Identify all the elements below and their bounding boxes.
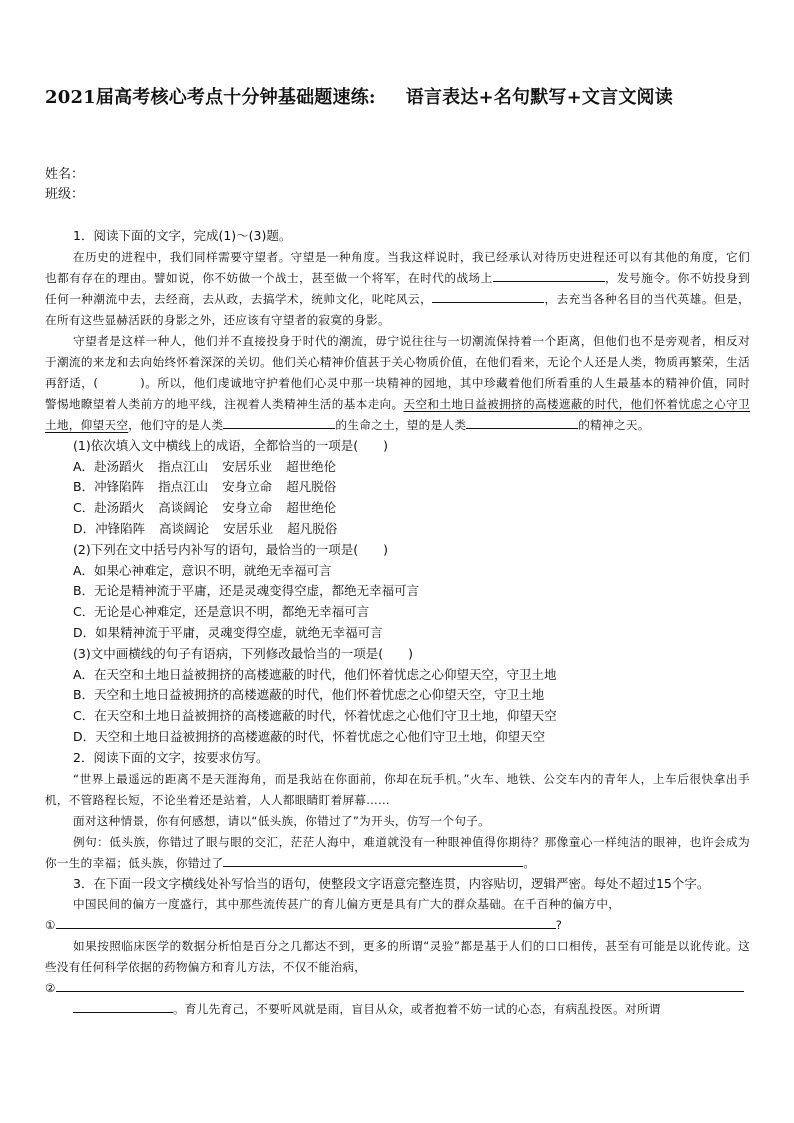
sub-1-option-b: B．冲锋陷阵 指点江山 安身立命 超凡脱俗: [73, 479, 337, 495]
question-1-sub-2: (2)下列在文中括号内补写的语句，最恰当的一项是( ): [73, 541, 388, 557]
sub-2-option-b: B．无论是精神流于平庸，还是灵魂变得空虚，都绝无幸福可言: [73, 583, 420, 599]
document-body: [45, 226, 750, 1020]
question-3-passage-p2: 如果按照临床医学的数据分析怕是百分之几都达不到，更多的所谓“灵验”都是基于人们的口口相传，甚至有可能是以讹传讹。这些没有任何科学依据的药物偏方和育儿方法，不仅不能治病，: [45, 939, 750, 975]
question-2-prompt: 面对这种情景，你有何感想，请以“低头族，你错过了”为开头，仿写一个句子。: [73, 813, 491, 828]
underlined-sentence: 天空和土地日益被拥挤的高楼遮蔽的时代，他们怀着忧虑之心守卫土地，仰望天空: [45, 396, 750, 432]
sub-1-option-c: C．赴汤蹈火 高谈阔论 安身立命 超世绝伦: [73, 500, 337, 516]
answer-line: [223, 853, 523, 867]
question-2-quote: “世界上最遥远的距离不是天涯海角，而是我站在你面前，你却在玩手机。”火车、地铁、公交车内的青年人，上车后很快拿出手机，不管路程长短，不论坐着还是站着，人人都眼睛盯着屏幕……: [45, 771, 750, 807]
sub-2-options: [45, 561, 750, 644]
sub-1-options: [45, 457, 750, 540]
sub-3-option-b: B．天空和土地日益被拥挤的高楼遮蔽的时代，他们怀着忧虑之心仰望天空，守卫土地: [73, 687, 545, 703]
question-3-passage-p3: 。育儿先育己，不要听风就是雨，盲目从众，或者抱着不妨一试的心态，有病乱投医。对所谓: [45, 999, 750, 1020]
sub-3-option-a: A．在天空和土地日益被拥挤的高楼遮蔽的时代，他们怀着忧虑之心仰望天空，守卫土地: [73, 666, 557, 682]
class-label: 班级：: [45, 187, 85, 202]
question-2-stem: 2．阅读下面的文字，按要求仿写。: [73, 749, 269, 765]
blank-line: [493, 268, 605, 282]
document-title: [45, 72, 757, 124]
question-1-passage-p2: 守望者是这样一种人，他们并不直接投身于时代的潮流，毋宁说往往与一切潮流保持着一个距离，但他们也不是旁观者，相反对于潮流的来龙和去向始终怀着深深的关切。他们关心精神价值甚于关心物质价值，在他们看来，无论个人还是人类，物质再繁荣，生活再舒适，( )。所以，他们虔诚地守护着他们心灵中那一块精神的园地，其中珍藏着他们所看重的人生最基本的精神价值，同时警惕地瞭望着人类前方的地平线，注视着人类精神生活的基本走向。天空和土地日益被拥挤的高楼遮蔽的时代，他们怀着忧虑之心守卫土地，仰望天空，他们守的是人类 的生命之土，望的是人类 的精神之天。: [45, 333, 751, 432]
question-1-stem: 1．阅读下面的文字，完成(1)～(3)题。: [73, 228, 292, 243]
question-2-example: 例句：低头族，你错过了眼与眼的交汇，茫茫人海中，难道就没有一种眼神值得你期待？那像童心一样纯洁的眼神，也许会成为你一生的幸福；低头族，你错过了 。: [45, 834, 750, 870]
sub-2-option-d: D．如果精神流于平庸，灵魂变得空虚，就绝无幸福可言: [73, 624, 383, 640]
question-1-sub-3: (3)文中画横线的句子有语病，下列修改最恰当的一项是( ): [73, 645, 413, 661]
blank-line: [223, 415, 335, 429]
sub-1-option-a: A．赴汤蹈火 指点江山 安居乐业 超世绝伦: [73, 458, 337, 474]
answer-line-2: ②: [45, 978, 750, 999]
blank-line: [432, 289, 544, 303]
question-3-stem: 3．在下面一段文字横线处补写恰当的语句，使整段文字语意完整连贯，内容贴切，逻辑严密。每处不超过15个字。: [73, 875, 710, 891]
blank-line: [466, 415, 578, 429]
sub-3-options: [45, 665, 750, 748]
name-label: 姓名：: [45, 167, 85, 182]
answer-line-1: ① ?: [45, 915, 750, 936]
question-3-passage-p1: 中国民间的偏方一度盛行，其中那些流传甚广的育儿偏方更是具有广大的群众基础。在千百种的偏方中，: [73, 897, 621, 912]
sub-3-option-c: C．在天空和土地日益被拥挤的高楼遮蔽的时代，怀着忧虑之心他们守卫土地，仰望天空: [73, 708, 557, 724]
title-part-a: 2021届高考核心考点十分钟基础题速练:: [45, 87, 376, 108]
sub-3-option-d: D．天空和土地日益被拥挤的高楼遮蔽的时代，怀着忧虑之心他们守卫土地，仰望天空: [73, 728, 546, 744]
sub-2-option-c: C．无论是心神难定，还是意识不明，都绝无幸福可言: [73, 604, 370, 620]
sub-1-option-d: D．冲锋陷阵 高谈阔论 安居乐业 超凡脱俗: [73, 520, 338, 536]
title-part-b: 语言表达+名句默写+文言文阅读: [405, 87, 673, 108]
question-1-passage-p1: 在历史的进程中，我们同样需要守望者。守望是一种角度。当我这样说时，我已经承认对待历史进程还可以有其他的角度，它们也都有存在的理由。譬如说，你不妨做一个战士，甚至做一个将军，在时代的战场上 ，发号施令。你不妨投身到任何一种潮流中去，去经商，去从政，去搞学术，统帅文化，叱咤风云， ，去充当各种名目的当代英雄。但是，在所有这些显赫活跃的身影之外，还应该有守望者的寂寞的身影。: [45, 249, 750, 327]
question-1-sub-1: (1)依次填入文中横线上的成语，全都恰当的一项是( ): [73, 437, 388, 453]
sub-2-option-a: A．如果心神难定，意识不明，就绝无幸福可言: [73, 562, 332, 578]
